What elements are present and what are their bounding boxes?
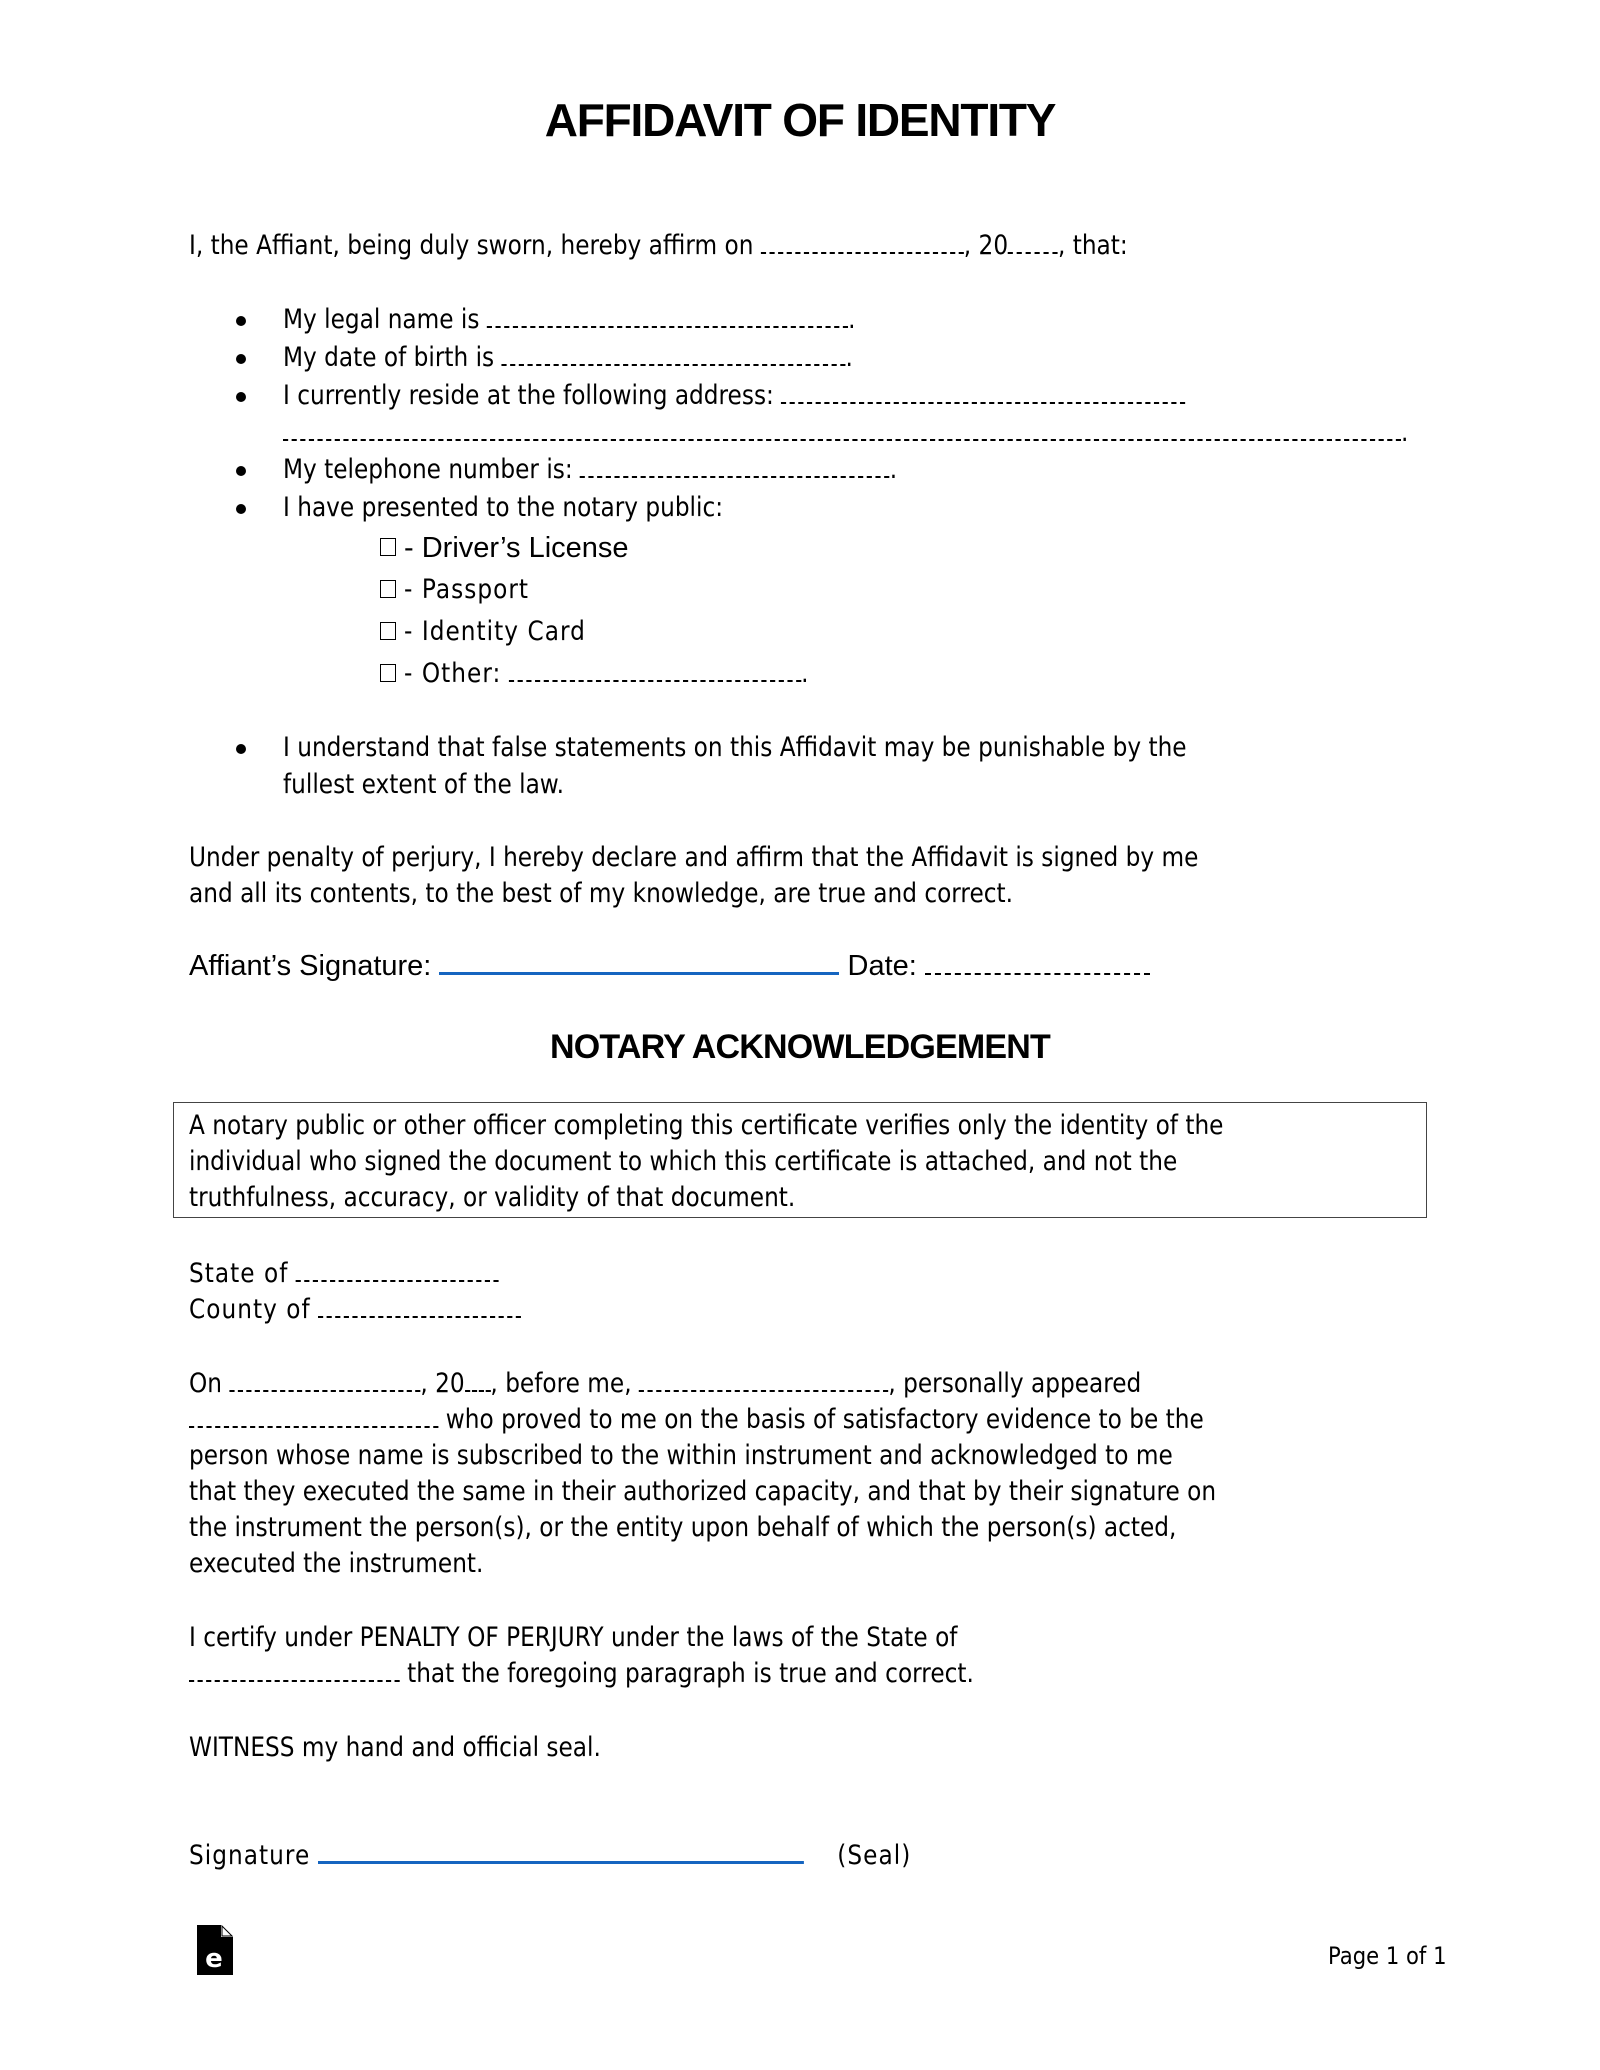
intro-year-prefix: , 20 xyxy=(963,230,1009,261)
identity-card-checkbox[interactable] xyxy=(380,622,396,640)
seal-label: (Seal) xyxy=(837,1840,912,1871)
affiant-signature-label: Affiant’s Signature: xyxy=(189,950,432,982)
date-of-birth-blank[interactable] xyxy=(502,342,846,366)
statement-address-line-2 xyxy=(283,415,1408,451)
intro-suffix: , that: xyxy=(1057,230,1128,261)
state-label: State of xyxy=(189,1258,289,1289)
notary-signature-field[interactable] xyxy=(318,1839,804,1864)
affiant-date-field[interactable] xyxy=(925,951,1150,975)
other-id-blank[interactable] xyxy=(509,658,801,682)
notary-title: NOTARY ACKNOWLEDGEMENT xyxy=(550,1028,1050,1066)
certify-line-2 xyxy=(189,1656,974,1692)
state-field[interactable] xyxy=(296,1258,499,1282)
acknowledgement-line-6: executed the instrument. xyxy=(189,1548,484,1579)
county-label: County of xyxy=(189,1294,311,1325)
bullet-icon xyxy=(236,504,246,514)
telephone-blank[interactable] xyxy=(580,454,890,478)
county-field[interactable] xyxy=(318,1294,521,1318)
notary-signature-label: Signature xyxy=(189,1840,311,1871)
certify-state-field[interactable] xyxy=(189,1658,400,1682)
certify-line-2-text: that the foregoing paragraph is true and correct. xyxy=(407,1658,974,1689)
declaration-line-1: Under penalty of perjury, I hereby declare and affirm that the Affidavit is signed by me xyxy=(189,842,1199,873)
witness-line: WITNESS my hand and official seal. xyxy=(189,1732,601,1763)
ack-line-2-text: who proved to me on the basis of satisfactory evidence to be the xyxy=(445,1404,1204,1435)
intro-prefix: I, the Affiant, being duly sworn, hereby affirm on xyxy=(189,230,754,261)
bullet-icon xyxy=(236,354,246,364)
affirm-date-blank[interactable] xyxy=(761,230,964,254)
drivers-license-label: - Driver’s License xyxy=(404,532,629,564)
statement-legal-name xyxy=(283,302,855,338)
ack-signer-name-field[interactable] xyxy=(189,1404,438,1428)
period: . xyxy=(801,658,809,689)
ack-year-label: , 20 xyxy=(420,1368,465,1399)
county-row xyxy=(189,1292,521,1328)
acknowledgement-line-1 xyxy=(189,1366,1141,1402)
document-title: AFFIDAVIT OF IDENTITY xyxy=(544,94,1056,146)
statement-address xyxy=(283,378,1185,414)
acknowledgement-line-5: the instrument the person(s), or the entity upon behalf of which the person(s) acted, xyxy=(189,1512,1177,1543)
ack-date-field[interactable] xyxy=(229,1368,420,1392)
bullet-icon xyxy=(236,316,246,326)
affiant-date-label: Date: xyxy=(847,950,917,982)
other-id-line xyxy=(404,656,809,692)
notary-disclaimer-line-2: individual who signed the document to which this certificate is attached, and not the xyxy=(189,1146,1178,1177)
address-blank-line-1[interactable] xyxy=(781,380,1185,404)
statement-telephone xyxy=(283,452,897,488)
false-statement-warning-line-1: I understand that false statements on this Affidavit may be punishable by the xyxy=(283,732,1187,763)
identity-card-label: - Identity Card xyxy=(404,616,586,647)
page-indicator: Page 1 of 1 xyxy=(1328,1942,1447,1970)
address-blank-line-2[interactable] xyxy=(283,417,1401,441)
svg-text:e: e xyxy=(205,1944,223,1974)
ack-before-me-label: , before me, xyxy=(490,1368,632,1399)
notary-disclaimer-line-1: A notary public or other officer completing this certificate verifies only the identity of the xyxy=(189,1110,1224,1141)
bullet-icon xyxy=(236,466,246,476)
ack-appeared-label: , personally appeared xyxy=(888,1368,1142,1399)
notary-disclaimer-line-3: truthfulness, accuracy, or validity of that document. xyxy=(189,1182,796,1213)
affiant-signature-row xyxy=(189,948,1150,984)
bullet-icon xyxy=(236,744,246,754)
affirm-year-blank[interactable] xyxy=(1008,230,1058,254)
intro-line xyxy=(189,228,1128,264)
acknowledgement-line-2 xyxy=(189,1402,1204,1438)
statement-date-of-birth xyxy=(283,340,853,376)
declaration-line-2: and all its contents, to the best of my knowledge, are true and correct. xyxy=(189,878,1014,909)
drivers-license-checkbox[interactable] xyxy=(380,538,396,556)
statement-label: My telephone number is: xyxy=(283,454,573,485)
eforms-document-icon xyxy=(197,1925,233,1975)
statement-label: I currently reside at the following address: xyxy=(283,380,774,411)
other-id-checkbox[interactable] xyxy=(380,664,396,682)
period: . xyxy=(1401,417,1409,448)
bullet-icon xyxy=(236,392,246,402)
period: . xyxy=(889,454,898,485)
ack-year-field[interactable] xyxy=(465,1368,491,1392)
period: . xyxy=(845,342,853,373)
notary-signature-row xyxy=(189,1838,911,1874)
other-id-label: - Other: xyxy=(404,658,502,689)
acknowledgement-line-3: person whose name is subscribed to the within instrument and acknowledged to me xyxy=(189,1440,1173,1471)
legal-name-blank[interactable] xyxy=(487,304,848,328)
passport-label: - Passport xyxy=(404,574,530,605)
period: . xyxy=(848,304,856,335)
certify-line-1: I certify under PENALTY OF PERJURY under the laws of the State of xyxy=(189,1622,958,1653)
statement-label: I have presented to the notary public: xyxy=(283,492,724,523)
ack-on-label: On xyxy=(189,1368,223,1399)
state-row xyxy=(189,1256,499,1292)
ack-notary-name-field[interactable] xyxy=(639,1368,888,1392)
false-statement-warning-line-2: fullest extent of the law. xyxy=(283,769,565,800)
passport-checkbox[interactable] xyxy=(380,580,396,598)
affiant-signature-field[interactable] xyxy=(439,950,839,975)
acknowledgement-line-4: that they executed the same in their authorized capacity, and that by their signature on xyxy=(189,1476,1217,1507)
statement-label: My date of birth is xyxy=(283,342,495,373)
statement-id-presented xyxy=(283,490,723,526)
statement-label: My legal name is xyxy=(283,304,480,335)
